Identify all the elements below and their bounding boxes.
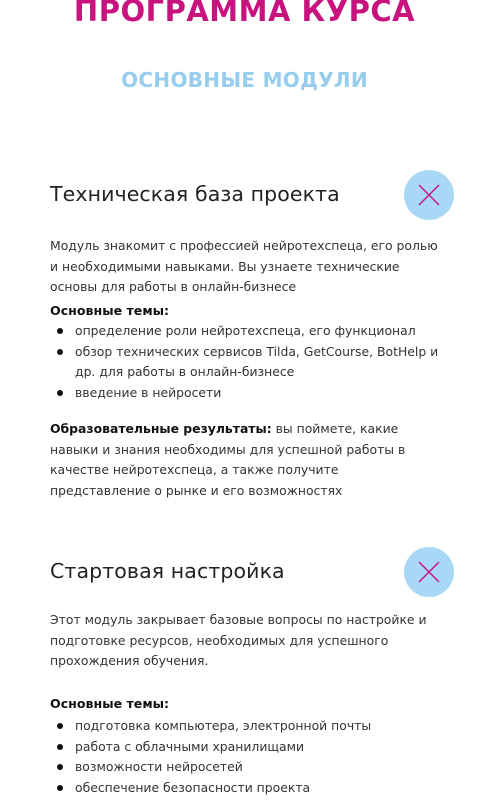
module-toggle-button[interactable] [404, 170, 454, 220]
list-item: возможности нейросетей [50, 757, 440, 778]
list-item: обзор технических сервисов Tilda, GetCourse, BotHelp и др. для работы в онлайн-бизнесе [50, 342, 440, 383]
results-label: Образовательные результаты: [50, 421, 272, 436]
module-header[interactable] [0, 170, 489, 220]
page-title: ПРОГРАММА КУРСА [73, 0, 416, 28]
list-item: введение в нейросети [50, 383, 440, 404]
module-starting-setup [0, 547, 489, 795]
close-icon [417, 183, 441, 207]
topics-label: Основные темы: [50, 696, 170, 711]
learning-results [50, 419, 440, 501]
close-icon [417, 560, 441, 584]
topics-label: Основные темы: [50, 303, 170, 318]
module-description: Модуль знакомит с профессией нейротехспеца, его ролью и необходимыми навыками. Вы узнаете технические основы для работы в онлайн-бизнесе [50, 238, 438, 295]
module-toggle-button[interactable] [404, 547, 454, 597]
list-item: обеспечение безопасности проекта [50, 778, 440, 799]
module-technical-base [0, 170, 489, 498]
module-description: Этот модуль закрывает базовые вопросы по настройке и подготовке ресурсов, необходимых для успешного прохождения обучения. [50, 612, 427, 669]
module-title: Техническая база проекта [50, 182, 340, 206]
topics-list [50, 321, 440, 403]
results-text: вы поймете, какие навыки и знания необходимы для успешной работы в качестве нейротехспеца, а также получите представление о рынке и его возможностях [50, 421, 406, 498]
module-title: Стартовая настройка [50, 559, 285, 583]
list-item: подготовка компьютера, электронной почты [50, 716, 440, 737]
section-subtitle: ОСНОВНЫЕ МОДУЛИ [121, 68, 368, 92]
list-item: определение роли нейротехспеца, его функционал [50, 321, 440, 342]
list-item: работа с облачными хранилищами [50, 737, 440, 758]
topics-list [50, 716, 440, 798]
module-header[interactable] [0, 547, 489, 597]
